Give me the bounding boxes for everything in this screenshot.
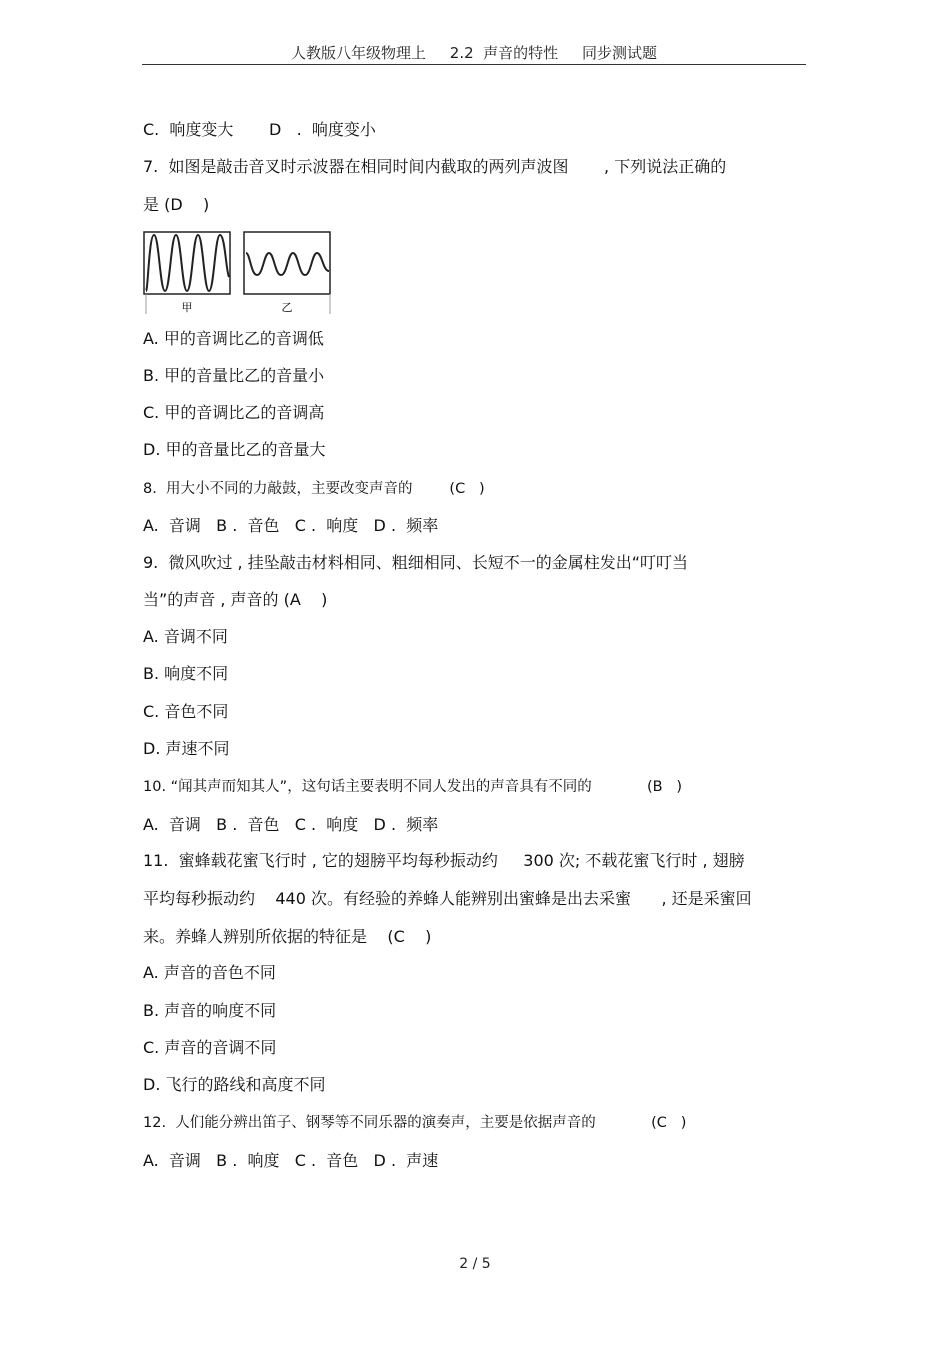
question-7-option-d: D. 甲的音量比乙的音量大 (143, 440, 326, 459)
question-11-option-d: D. 飞行的路线和高度不同 (143, 1075, 326, 1094)
question-9-option-c: C. 音色不同 (143, 702, 229, 721)
question-12-stem: 12. 人们能分辨出笛子、钢琴等不同乐器的演奏声，主要是依据声音的 (C ) (143, 1115, 687, 1131)
label-jia: 甲 (181, 301, 193, 314)
question-7-option-a: A. 甲的音调比乙的音调低 (143, 329, 324, 348)
header-rule (142, 64, 806, 65)
question-9-stem-cont: 当”的声音 , 声音的 (A ) (143, 590, 328, 609)
question-9-option-b: B. 响度不同 (143, 664, 229, 683)
question-11-stem: 11. 蜜蜂载花蜜飞行时 , 它的翅膀平均每秒振动约 300 次; 不载花蜜飞行时 , 翅膀 (143, 851, 745, 870)
question-9-option-d: D. 声速不同 (143, 739, 230, 758)
question-10-options: A. 音调 B . 音色 C . 响度 D . 频率 (143, 815, 439, 834)
question-7-stem: 7. 如图是敲击音叉时示波器在相同时间内截取的两列声波图 , 下列说法正确的 (143, 157, 727, 176)
question-12-options: A. 音调 B . 响度 C . 音色 D . 声速 (143, 1151, 439, 1170)
question-9-stem: 9. 微风吹过 , 挂坠敲击材料相同、粗细相同、长短不一的金属柱发出“叮叮当 (143, 553, 688, 572)
question-7-option-b: B. 甲的音量比乙的音量小 (143, 366, 325, 385)
page-header: 人教版八年级物理上 2.2 声音的特性 同步测试题 (290, 44, 658, 62)
question-7-answer: 是 (D ) (143, 195, 210, 214)
question-11-stem-cont: 平均每秒振动约 440 次。有经验的养蜂人能辨别出蜜蜂是出去采蜜 , 还是采蜜回 (143, 889, 752, 908)
question-11-stem-end: 来。养蜂人辨别所依据的特征是 (C ) (143, 927, 432, 946)
question-10-stem: 10. “闻其声而知其人”，这句话主要表明不同人发出的声音具有不同的 (B ) (143, 779, 683, 795)
question-11-option-a: A. 声音的音色不同 (143, 963, 276, 982)
question-11-option-c: C. 声音的音调不同 (143, 1038, 277, 1057)
page-number: 2 / 5 (459, 1256, 491, 1272)
label-yi: 乙 (281, 301, 293, 314)
question-8-stem: 8. 用大小不同的力敲鼓，主要改变声音的 (C ) (143, 481, 485, 497)
question-7-option-c: C. 甲的音调比乙的音调高 (143, 403, 325, 422)
question-11-option-b: B. 声音的响度不同 (143, 1001, 277, 1020)
waveform-yi (244, 232, 330, 314)
question-6-options: C. 响度变大 D . 响度变小 (143, 120, 376, 139)
oscilloscope-waveforms-figure (143, 231, 333, 315)
question-8-options: A. 音调 B . 音色 C . 响度 D . 频率 (143, 516, 439, 535)
waveform-jia (144, 232, 230, 314)
question-9-option-a: A. 音调不同 (143, 627, 228, 646)
